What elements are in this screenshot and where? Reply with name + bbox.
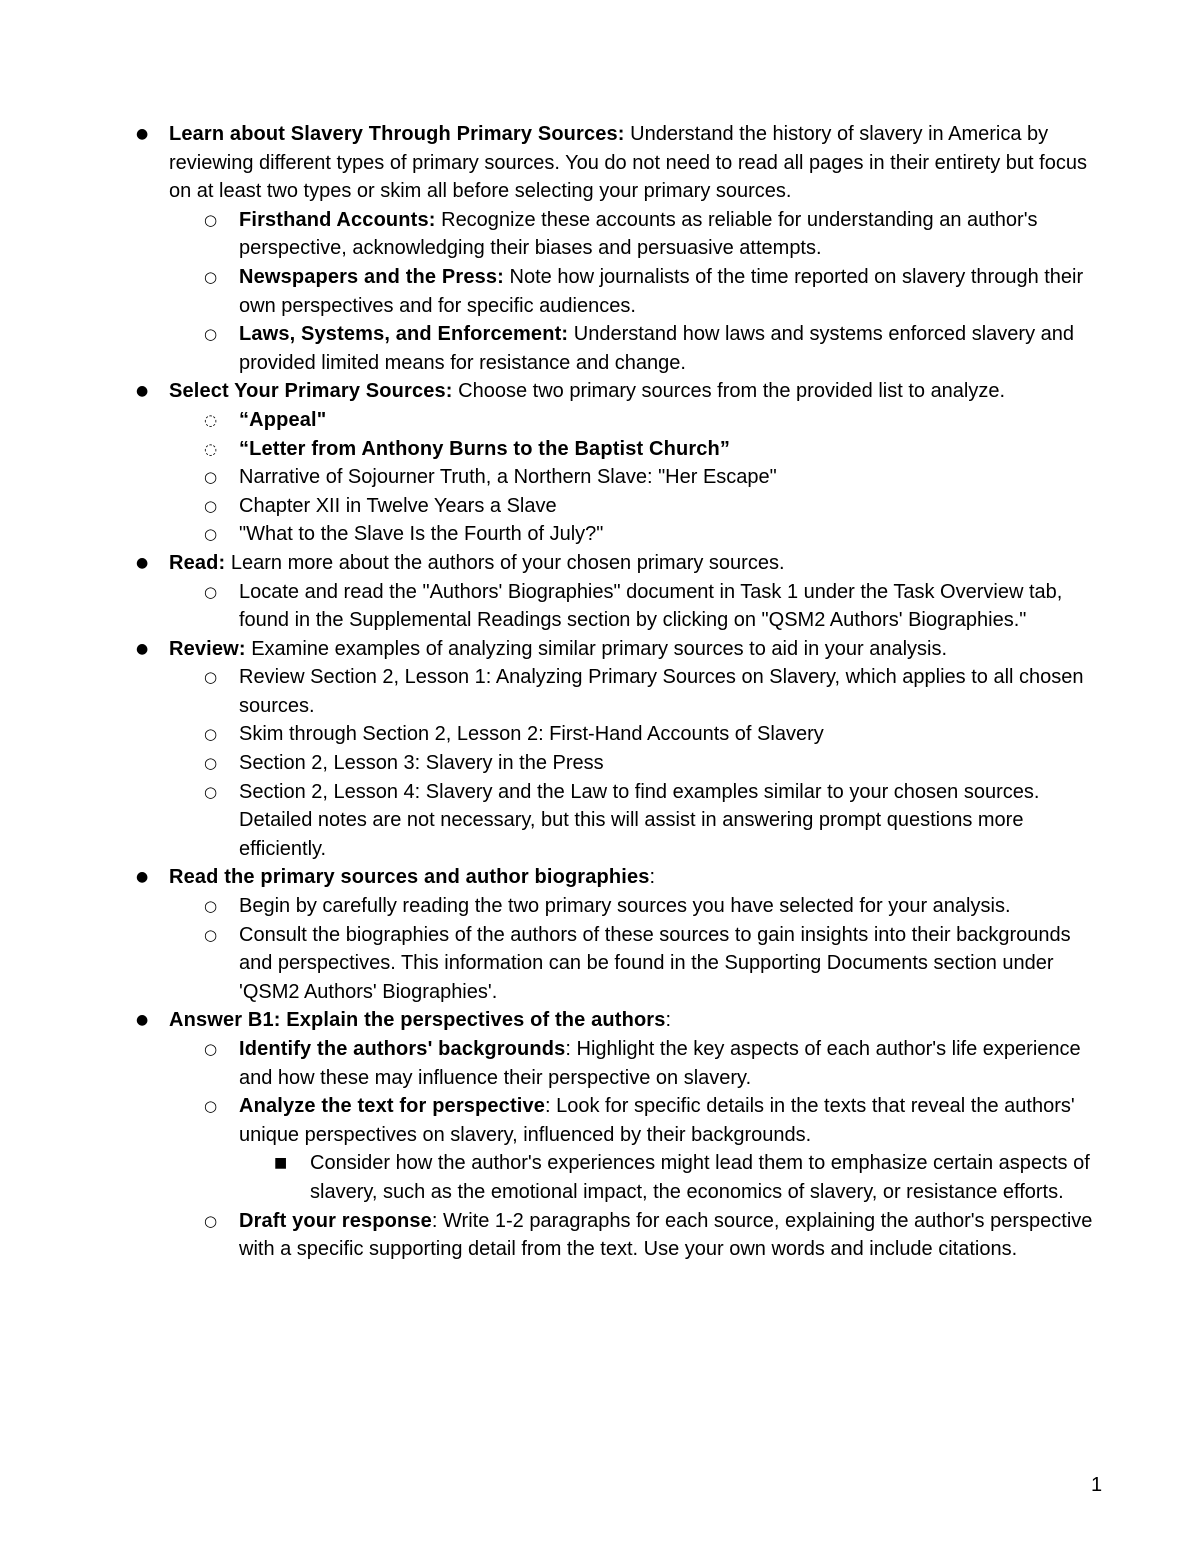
source-title: "What to the Slave Is the Fourth of July?" [239, 523, 604, 546]
list-item-read [136, 549, 1104, 578]
list-item-lesson-2 [204, 720, 1104, 749]
list-item-read-primary-sources [136, 863, 1104, 892]
circle-bullet-icon: ○ [204, 725, 218, 744]
item-heading: Draft your response [239, 1209, 432, 1232]
item-text: Section 2, Lesson 3: Slavery in the Press [239, 752, 604, 775]
bullet-icon: ● [136, 554, 149, 571]
list-item-source-fourth-of-july [204, 520, 1104, 549]
item-text: Understand how laws and systems enforced slavery and provided limited means for resistance and change. [239, 323, 1075, 374]
source-title: Narrative of Sojourner Truth, a Northern Slave: "Her Escape" [239, 466, 777, 489]
bullet-icon: ● [136, 640, 149, 657]
list-item-newspapers-press [204, 263, 1104, 320]
item-heading: Newspapers and the Press: [239, 265, 504, 288]
list-item-review [136, 635, 1104, 664]
item-heading: Answer B1: Explain the perspectives of the authors [169, 1009, 666, 1032]
checkbox-bullet-icon: ◌ [204, 439, 218, 458]
list-item-select-sources [136, 377, 1104, 406]
circle-bullet-icon: ○ [204, 897, 218, 916]
item-heading: Review: [169, 637, 246, 660]
list-item-source-sojourner-truth [204, 463, 1104, 492]
item-text: : Look for specific details in the texts that reveal the authors' unique perspectives on slavery, influenced by their backgrounds. [239, 1095, 1075, 1146]
bullet-icon: ● [136, 383, 149, 400]
list-item-source-anthony-burns [204, 435, 1104, 464]
list-item-source-appeal [204, 406, 1104, 435]
document-body [0, 120, 1200, 1264]
circle-bullet-icon: ○ [204, 668, 218, 687]
item-text: Consult the biographies of the authors of these sources to gain insights into their backgrounds and perspectives. This information can be found in the Supporting Documents section under 'QSM2 Authors' Biographies'. [239, 923, 1071, 1003]
item-text: Locate and read the "Authors' Biographies" document in Task 1 under the Task Overview tab, found in the Supplemental Readings section by clicking on "QSM2 Authors' Biographies." [239, 580, 1063, 632]
bullet-icon: ● [136, 869, 149, 886]
item-heading: Identify the authors' backgrounds [239, 1038, 566, 1060]
item-text: : [649, 866, 656, 889]
item-text: : Highlight the key aspects of each author's life experience and how these may influence their perspective on slavery. [239, 1038, 1081, 1089]
item-text: Section 2, Lesson 4: Slavery and the Law to find examples similar to your chosen sources. Detailed notes are not necessary, but this will assist in answering prompt questions more efficiently. [239, 780, 1040, 860]
list-item-source-twelve-years [204, 492, 1104, 521]
circle-bullet-icon: ○ [204, 525, 218, 544]
list-item-begin-reading [204, 892, 1104, 921]
square-bullet-icon: ■ [274, 1155, 288, 1172]
circle-bullet-icon: ○ [204, 782, 218, 801]
item-text: Learn more about the authors of your chosen primary sources. [225, 551, 785, 574]
item-heading: Select Your Primary Sources: [169, 380, 453, 403]
item-text: : Write 1-2 paragraphs for each source, explaining the author's perspective with a specific supporting detail from the text. Use your own words and include citations. [239, 1209, 1093, 1261]
page-number: 1 [1091, 1474, 1103, 1496]
item-text: Skim through Section 2, Lesson 2: First-Hand Accounts of Slavery [239, 723, 824, 746]
list-item-lesson-4 [204, 778, 1104, 864]
item-heading: Analyze the text for perspective [239, 1095, 546, 1118]
list-item-answer-b1 [136, 1006, 1104, 1035]
list-item-consider-experiences [274, 1149, 1100, 1206]
circle-bullet-icon: ○ [204, 267, 218, 286]
list-item-lesson-1 [204, 663, 1104, 720]
list-item-laws-systems [204, 320, 1104, 377]
item-text: : [665, 1009, 672, 1032]
circle-bullet-icon: ○ [204, 1097, 218, 1116]
circle-bullet-icon: ○ [204, 325, 218, 344]
list-item-consult-biographies [204, 921, 1104, 1007]
circle-bullet-icon: ○ [204, 210, 218, 229]
item-heading: Firsthand Accounts: [239, 208, 436, 231]
list-item-draft-response [204, 1207, 1104, 1264]
bullet-icon: ● [136, 126, 149, 142]
checkbox-bullet-icon: ◌ [204, 410, 218, 429]
item-text: Choose two primary sources from the provided list to analyze. [452, 380, 1006, 403]
list-item-identify-backgrounds [204, 1035, 1104, 1092]
list-item-learn-about-slavery [136, 120, 1104, 206]
item-text: Begin by carefully reading the two primary sources you have selected for your analysis. [239, 895, 1011, 918]
source-title: Chapter XII in Twelve Years a Slave [239, 494, 557, 517]
list-item-firsthand-accounts [204, 206, 1104, 263]
list-item-locate-biographies [204, 578, 1104, 635]
circle-bullet-icon: ○ [204, 468, 218, 487]
item-heading: Read the primary sources and author biographies [169, 866, 650, 889]
item-heading: Learn about Slavery Through Primary Sources: [169, 123, 625, 145]
circle-bullet-icon: ○ [204, 496, 218, 515]
list-item-lesson-3 [204, 749, 1104, 778]
bullet-icon: ● [136, 1012, 149, 1029]
circle-bullet-icon: ○ [204, 925, 218, 944]
source-title: “Letter from Anthony Burns to the Baptist Church” [239, 437, 731, 460]
item-heading: Read: [169, 551, 226, 574]
item-text: Recognize these accounts as reliable for understanding an author's perspective, acknowledging their biases and persuasive attempts. [239, 208, 1038, 260]
item-heading: Laws, Systems, and Enforcement: [239, 323, 569, 346]
source-title: “Appeal" [239, 408, 327, 431]
circle-bullet-icon: ○ [204, 582, 218, 601]
item-text: Review Section 2, Lesson 1: Analyzing Primary Sources on Slavery, which applies to all chosen sources. [239, 666, 1084, 717]
list-item-analyze-text [204, 1092, 1104, 1149]
item-text: Consider how the author's experiences might lead them to emphasize certain aspects of slavery, such as the emotional impact, the economics of slavery, or resistance efforts. [310, 1152, 1090, 1203]
item-text: Understand the history of slavery in America by reviewing different types of primary sources. You do not need to read all pages in their entirety but focus on at least two types or skim all before selecting your primary sources. [169, 123, 1087, 203]
circle-bullet-icon: ○ [204, 1040, 218, 1058]
circle-bullet-icon: ○ [204, 754, 218, 773]
item-text: Examine examples of analyzing similar primary sources to aid in your analysis. [245, 637, 948, 660]
circle-bullet-icon: ○ [204, 1211, 218, 1230]
item-text: Note how journalists of the time reported on slavery through their own perspectives and for specific audiences. [239, 265, 1084, 317]
